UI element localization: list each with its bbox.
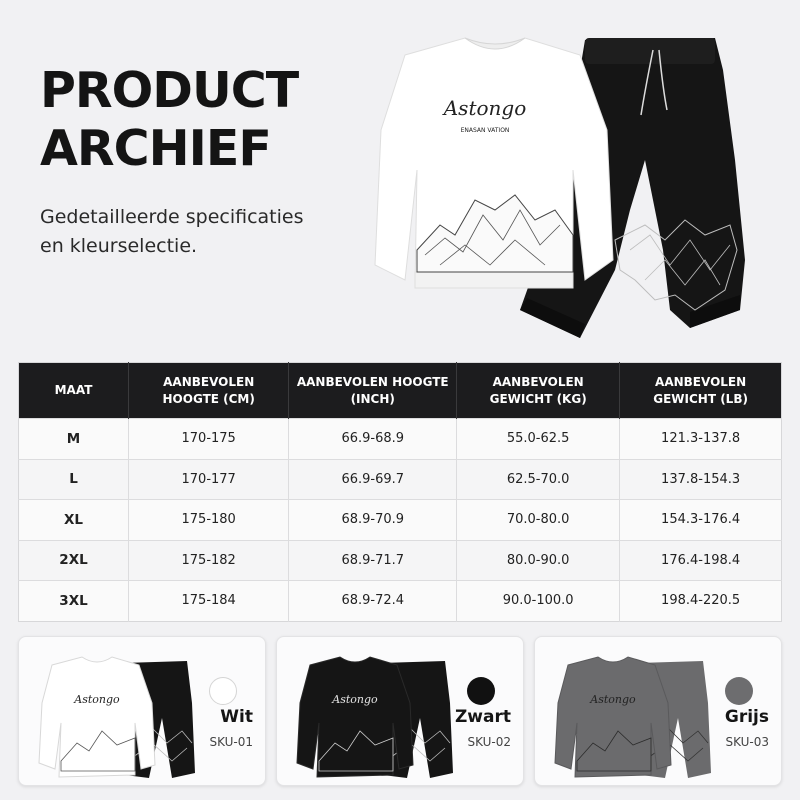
color-name: Wit — [220, 707, 253, 727]
page-title — [40, 62, 298, 178]
size-cell: 2XL — [19, 540, 129, 581]
color-option-card-grey[interactable] — [534, 636, 782, 786]
col-header-height-cm: AANBEVOLEN HOOGTE (CM) — [129, 363, 289, 419]
thumbnail-print-brand: Astongo — [332, 693, 378, 706]
height-inch-cell: 66.9-68.9 — [289, 419, 457, 460]
page-subtitle-line-1: Gedetailleerde specificaties — [40, 206, 304, 228]
thumbnail-print-brand: Astongo — [590, 693, 636, 706]
page-subtitle-line-2: en kleurselectie. — [40, 235, 198, 257]
height-inch-cell: 66.9-69.7 — [289, 459, 457, 500]
table-row — [19, 540, 782, 581]
height-inch-cell: 68.9-72.4 — [289, 581, 457, 622]
color-sku: SKU-03 — [725, 735, 769, 749]
col-header-weight-lb: AANBEVOLEN GEWICHT (LB) — [620, 363, 782, 419]
color-sku: SKU-01 — [209, 735, 253, 749]
height-cm-cell: 175-182 — [129, 540, 289, 581]
thumbnail-print-brand: Astongo — [74, 693, 120, 706]
page-title-line-1: PRODUCT — [40, 62, 299, 119]
print-brand: Astongo — [443, 96, 527, 120]
weight-kg-cell: 70.0-80.0 — [457, 500, 620, 541]
size-cell: L — [19, 459, 129, 500]
col-header-weight-kg: AANBEVOLEN GEWICHT (KG) — [457, 363, 620, 419]
weight-lb-cell: 198.4-220.5 — [620, 581, 782, 622]
size-cell: XL — [19, 500, 129, 541]
height-inch-cell: 68.9-71.7 — [289, 540, 457, 581]
page-subtitle — [40, 203, 370, 261]
table-row — [19, 459, 782, 500]
size-chart-table — [18, 362, 782, 622]
weight-lb-cell: 176.4-198.4 — [620, 540, 782, 581]
height-inch-cell: 68.9-70.9 — [289, 500, 457, 541]
size-chart-header-row — [19, 363, 782, 419]
weight-kg-cell: 80.0-90.0 — [457, 540, 620, 581]
height-cm-cell: 170-175 — [129, 419, 289, 460]
weight-kg-cell: 55.0-62.5 — [457, 419, 620, 460]
table-row — [19, 419, 782, 460]
height-cm-cell: 170-177 — [129, 459, 289, 500]
weight-lb-cell: 121.3-137.8 — [620, 419, 782, 460]
color-sku: SKU-02 — [467, 735, 511, 749]
product-thumbnail-grey — [543, 643, 713, 783]
color-option-card-white[interactable] — [18, 636, 266, 786]
weight-lb-cell: 154.3-176.4 — [620, 500, 782, 541]
color-swatch-white — [209, 677, 237, 705]
col-header-height-inch: AANBEVOLEN HOOGTE (INCH) — [289, 363, 457, 419]
color-option-card-black[interactable] — [276, 636, 524, 786]
page-title-line-2: ARCHIEF — [40, 120, 271, 177]
table-row — [19, 581, 782, 622]
color-name: Zwart — [454, 707, 511, 727]
color-name: Grijs — [724, 707, 769, 727]
weight-kg-cell: 62.5-70.0 — [457, 459, 620, 500]
weight-lb-cell: 137.8-154.3 — [620, 459, 782, 500]
size-cell: 3XL — [19, 581, 129, 622]
size-cell: M — [19, 419, 129, 460]
color-swatch-grey — [725, 677, 753, 705]
product-thumbnail-black — [285, 643, 455, 783]
col-header-size: MAAT — [19, 363, 129, 419]
height-cm-cell: 175-180 — [129, 500, 289, 541]
product-hero-image — [345, 10, 765, 350]
product-thumbnail-white — [27, 643, 197, 783]
print-tagline: ENASAN VATION — [460, 127, 510, 134]
table-row — [19, 500, 782, 541]
height-cm-cell: 175-184 — [129, 581, 289, 622]
weight-kg-cell: 90.0-100.0 — [457, 581, 620, 622]
color-swatch-black — [467, 677, 495, 705]
